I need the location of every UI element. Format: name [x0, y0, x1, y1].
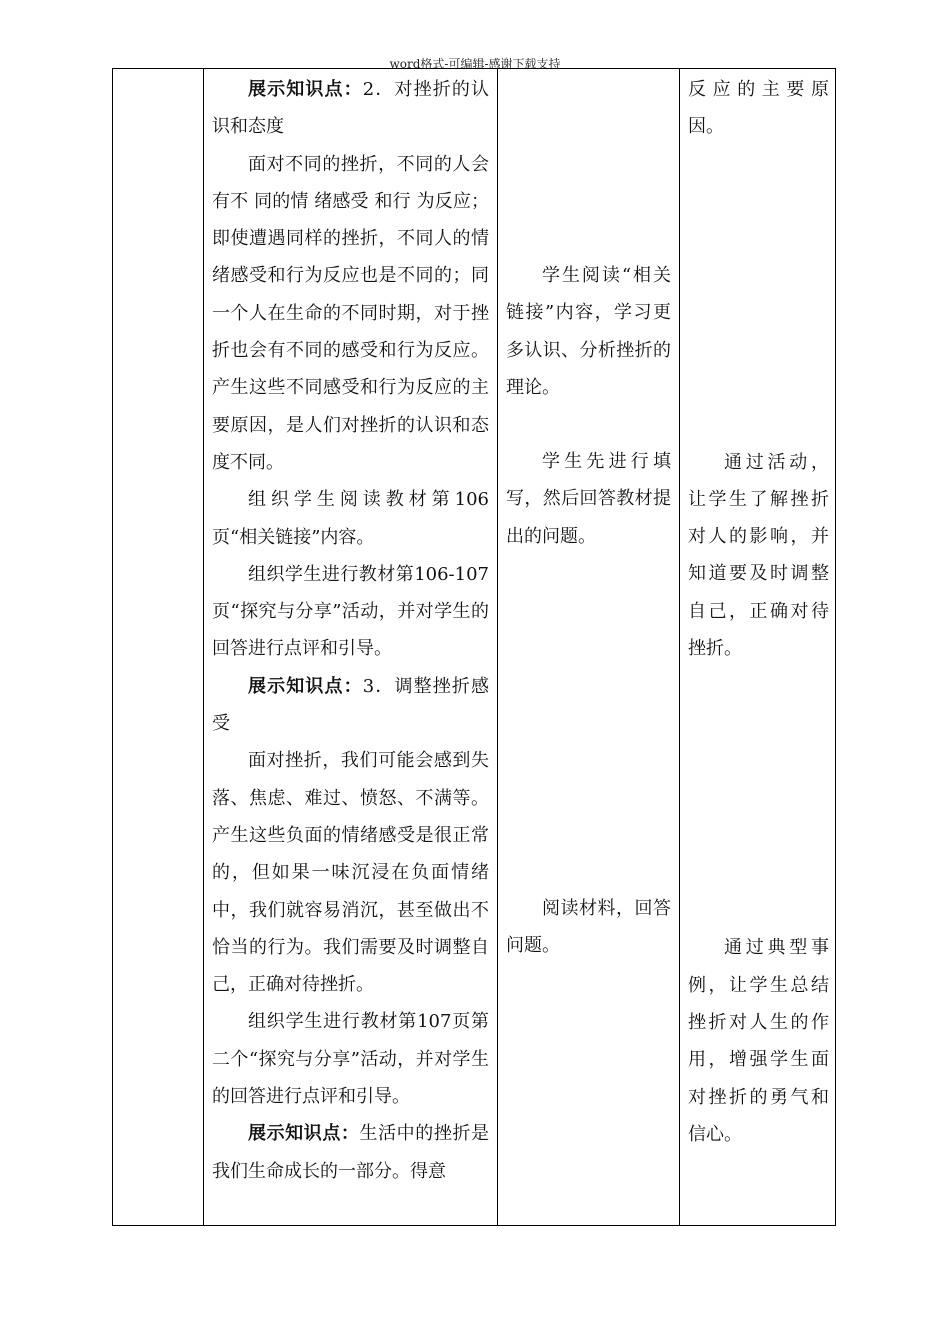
teacher-activity-cell: [204, 69, 497, 1225]
knowledge-point-label: 展示知识点：: [248, 675, 363, 697]
knowledge-point-title: 生活中的挫折是我们生命成长的一部分。得意: [212, 1123, 489, 1182]
paragraph-adjust-feelings: 面对挫折，我们可能会感到失落、焦虑、难过、愤怒、不满等。产生这些负面的情绪感受是很正常的，但如果一味沉浸在负面情绪中，我们就容易消沉，甚至做出不恰当的行为。我们需要及时调整自己，正确对待挫折。: [212, 750, 489, 996]
knowledge-point-title: 2．对挫折的认识和态度: [212, 79, 490, 138]
student-read-material: 阅读材料，回答问题。: [506, 898, 671, 957]
student-fill-answer: 学生先进行填写，然后回答教材提出的问题。: [506, 451, 671, 547]
intent-continued: 反应的主要原因。: [688, 79, 829, 138]
knowledge-point-title: 3．调整挫折感受: [212, 675, 490, 735]
intent-activity: 通过活动，让学生了解挫折对人的影响，并知道要及时调整自己，正确对待挫折。: [688, 451, 829, 660]
paragraph-explore-task: 组织学生进行教材第106-107页“探究与分享”活动，并对学生的回答进行点评和引导。: [212, 563, 489, 660]
knowledge-point-4: [204, 1115, 497, 1190]
knowledge-point-2: [204, 71, 497, 146]
knowledge-point-label: 展示知识点：: [248, 79, 363, 100]
knowledge-point-label: 展示知识点：: [248, 1123, 360, 1145]
knowledge-point-3: [204, 668, 497, 743]
design-intent-cell: [680, 69, 837, 1225]
page-header: word格式-可编辑-感谢下载支持: [389, 57, 561, 71]
paragraph-reading-task: 组织学生阅读教材第106页“相关链接”内容。: [212, 489, 489, 548]
intent-examples: 通过典型事例，让学生总结挫折对人生的作用，增强学生面对挫折的勇气和信心。: [688, 937, 829, 1145]
student-reading: 学生阅读“相关链接”内容，学习更多认识、分析挫折的理论。: [506, 265, 671, 398]
student-activity-cell: [498, 69, 679, 1225]
paragraph-attitude: 面对不同的挫折，不同的人会有不 同的情 绪感受 和行 为反应；即使遭遇同样的挫折，不同人的情绪感受和行为反应也是不同的；同一个人在生命的不同时期，对于挫折也会有不同的感受和行为反应。产生这些不同感受和行为反应的主要原因，是人们对挫折的认识和态度不同。: [212, 153, 489, 473]
lesson-plan-table: [112, 68, 836, 1226]
paragraph-explore-task-2: 组织学生进行教材第107页第二个“探究与分享”活动，并对学生的回答进行点评和引导。: [212, 1011, 489, 1108]
